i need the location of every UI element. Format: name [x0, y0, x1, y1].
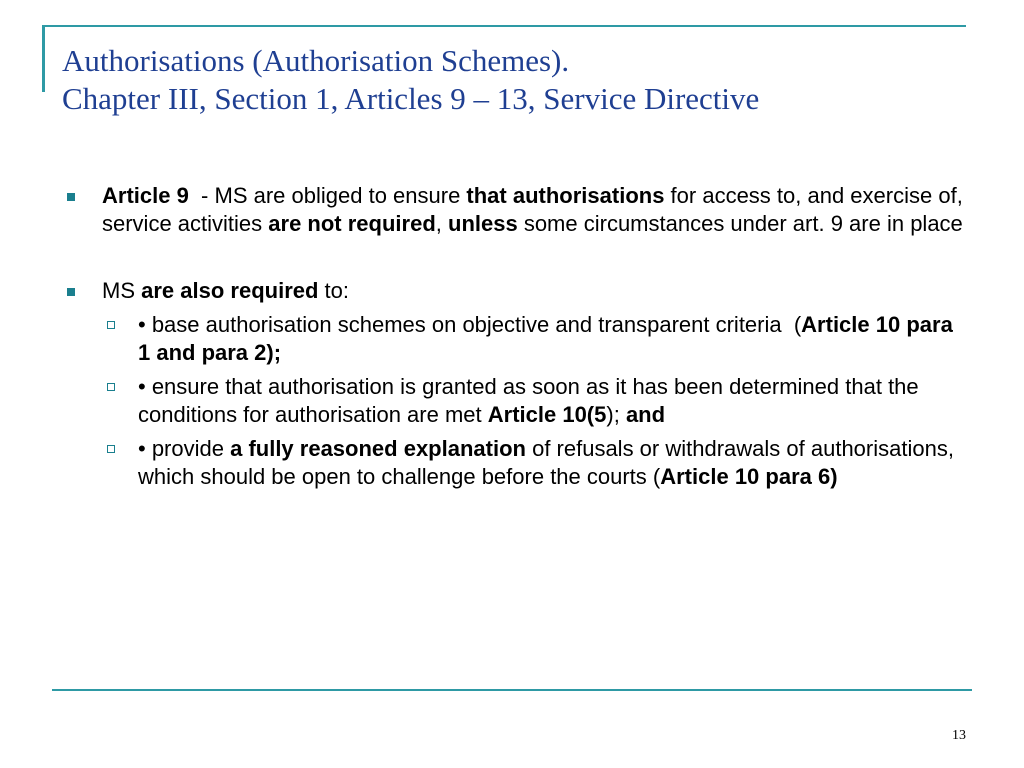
sub-bullet-bold-text: Article 10 para 6)	[660, 464, 838, 489]
sub-bullet-bold-text: Article 10 para 1 and para 2);	[138, 312, 953, 365]
sub-bullet-text: of refusals or withdrawals of authorisations, which should be open to challenge before the courts (	[138, 436, 954, 489]
article-9-label: Article 9	[102, 183, 189, 208]
footer-divider	[52, 689, 972, 691]
title-line-1: Authorisations (Authorisation Schemes).	[62, 43, 570, 78]
sub-bullet-text: • base authorisation schemes on objective and transparent criteria (	[138, 312, 802, 337]
sub-bullet-bold-text: and	[625, 402, 666, 427]
square-bullet-icon	[67, 288, 75, 296]
sub-bullet-bold-text: a fully reasoned explanation	[230, 436, 526, 461]
bullet-article-9	[60, 182, 970, 238]
bullet-text: - MS are obliged to ensure	[188, 183, 467, 208]
sub-bullet-bold-text: Article 10(5	[487, 402, 607, 427]
bullet-text: to:	[318, 278, 350, 303]
checkbox-bullet-icon	[107, 321, 115, 329]
bullet-text: for access to, and exercise of, service activities	[102, 183, 963, 236]
bullet-bold-text: that authorisations	[466, 183, 665, 208]
sub-bullet-reasoned-explanation	[60, 435, 970, 491]
bullet-text: MS	[102, 278, 142, 303]
checkbox-bullet-icon	[107, 383, 115, 391]
bullet-text: ,	[435, 211, 448, 236]
sub-bullet-text: • ensure that authorisation is granted as soon as it has been determined that the conditions for authorisation are met	[138, 374, 919, 427]
bullet-text: some circumstances under art. 9 are in place	[517, 211, 963, 236]
title-frame-vertical-line	[42, 25, 45, 92]
sub-bullet-ensure-granted	[60, 373, 970, 429]
sub-bullet-text: • provide	[138, 436, 231, 461]
checkbox-bullet-icon	[107, 445, 115, 453]
slide-body	[60, 182, 970, 491]
square-bullet-icon	[67, 193, 75, 201]
sub-bullet-text: );	[606, 402, 626, 427]
page-number: 13	[952, 728, 966, 743]
slide-title	[62, 42, 962, 118]
sub-bullet-base-schemes	[60, 311, 970, 367]
bullet-bold-text: unless	[448, 211, 518, 236]
title-line-2: Chapter III, Section 1, Articles 9 – 13, Service Directive	[62, 81, 760, 116]
bullet-ms-required	[60, 277, 970, 305]
title-frame-horizontal-line	[42, 25, 966, 27]
bullet-bold-text: are not required	[268, 211, 436, 236]
bullet-bold-text: are also required	[141, 278, 319, 303]
